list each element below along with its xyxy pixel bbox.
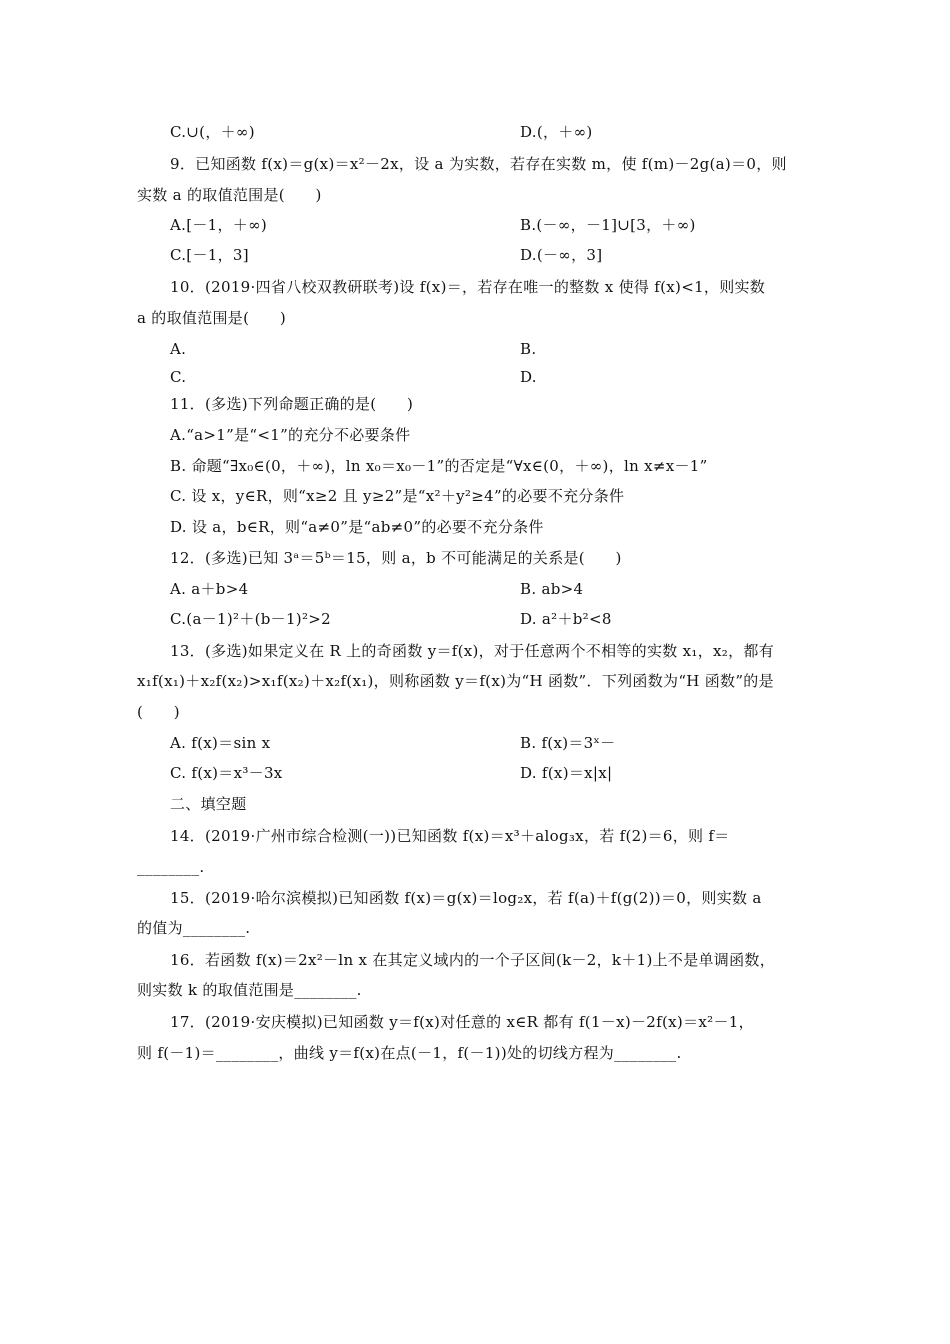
q15-stem-line2: 的值为________. bbox=[137, 919, 251, 937]
q15-stem-line1: 15．(2019·哈尔滨模拟)已知函数 f(x)＝g(x)＝log₂x，若 f(a)＋f(g(2))＝0，则实数 a bbox=[170, 889, 762, 907]
q16-stem-line2: 则实数 k 的取值范围是________. bbox=[137, 981, 362, 999]
q13-option-d: D. f(x)＝x|x| bbox=[520, 764, 613, 782]
q10-option-a: A. bbox=[170, 340, 187, 358]
q9-option-b: B.(－∞，－1]∪[3，＋∞) bbox=[520, 216, 696, 234]
q9-stem-line2: 实数 a 的取值范围是( ) bbox=[137, 186, 322, 204]
q10-stem-line1: 10．(2019·四省八校双教研联考)设 f(x)＝，若存在唯一的整数 x 使得 f(x)<1，则实数 bbox=[170, 278, 766, 296]
q14-stem-line2: ________. bbox=[137, 858, 205, 876]
q10-option-b: B. bbox=[520, 340, 537, 358]
q10-stem-line2: a 的取值范围是( ) bbox=[137, 309, 287, 327]
q12-stem: 12．(多选)已知 3ᵃ＝5ᵇ＝15，则 a，b 不可能满足的关系是( ) bbox=[170, 549, 622, 567]
q9-option-a: A.[－1，＋∞) bbox=[170, 216, 268, 234]
q9-stem-line1: 9．已知函数 f(x)＝g(x)＝x²－2x，设 a 为实数，若存在实数 m，使 f(m)－2g(a)＝0，则 bbox=[170, 155, 787, 173]
q13-option-a: A. f(x)＝sin x bbox=[170, 734, 271, 752]
q8-option-c: C.∪(，＋∞) bbox=[170, 123, 255, 141]
q11-option-d: D. 设 a，b∈R，则“a≠0”是“ab≠0”的必要不充分条件 bbox=[170, 518, 544, 536]
q10-option-c: C. bbox=[170, 368, 187, 386]
q16-stem-line1: 16．若函数 f(x)＝2x²－ln x 在其定义域内的一个子区间(k－2，k＋1)上不是单调函数， bbox=[170, 951, 776, 969]
q12-option-c: C.(a－1)²＋(b－1)²>2 bbox=[170, 610, 331, 628]
q11-option-a: A.“a>1”是“<1”的充分不必要条件 bbox=[170, 426, 411, 444]
q12-option-d: D. a²＋b²<8 bbox=[520, 610, 612, 628]
section-heading-fill-blank: 二、填空题 bbox=[170, 795, 247, 813]
q13-stem-line3: ( ) bbox=[137, 703, 180, 721]
q17-stem-line2: 则 f(－1)＝________，曲线 y＝f(x)在点(－1，f(－1))处的切线方程为________. bbox=[137, 1044, 682, 1062]
q13-stem-line2: x₁f(x₁)＋x₂f(x₂)>x₁f(x₂)＋x₂f(x₁)，则称函数 y＝f(x)为“H 函数”．下列函数为“H 函数”的是 bbox=[137, 672, 774, 690]
q13-option-b: B. f(x)＝3ˣ－ bbox=[520, 734, 616, 752]
q11-stem: 11．(多选)下列命题正确的是( ) bbox=[170, 395, 414, 413]
q9-option-c: C.[－1，3] bbox=[170, 246, 249, 264]
q8-option-d: D.(，＋∞) bbox=[520, 123, 593, 141]
q10-option-d: D. bbox=[520, 368, 537, 386]
q17-stem-line1: 17．(2019·安庆模拟)已知函数 y＝f(x)对任意的 x∈R 都有 f(1－x)－2f(x)＝x²－1， bbox=[170, 1013, 754, 1031]
q12-option-a: A. a＋b>4 bbox=[170, 580, 249, 598]
q13-stem-line1: 13．(多选)如果定义在 R 上的奇函数 y＝f(x)，对于任意两个不相等的实数 x₁，x₂，都有 bbox=[170, 642, 774, 660]
q14-stem-line1: 14．(2019·广州市综合检测(一))已知函数 f(x)＝x³＋alog₃x，若 f(2)＝6，则 f＝ bbox=[170, 827, 730, 845]
q11-option-b: B. 命题“∃x₀∈(0，＋∞)，ln x₀＝x₀－1”的否定是“∀x∈(0，＋∞)，ln x≠x－1” bbox=[170, 457, 708, 475]
q11-option-c: C. 设 x，y∈R，则“x≥2 且 y≥2”是“x²＋y²≥4”的必要不充分条件 bbox=[170, 487, 625, 505]
q12-option-b: B. ab>4 bbox=[520, 580, 584, 598]
q13-option-c: C. f(x)＝x³－3x bbox=[170, 764, 283, 782]
q9-option-d: D.(－∞，3] bbox=[520, 246, 603, 264]
